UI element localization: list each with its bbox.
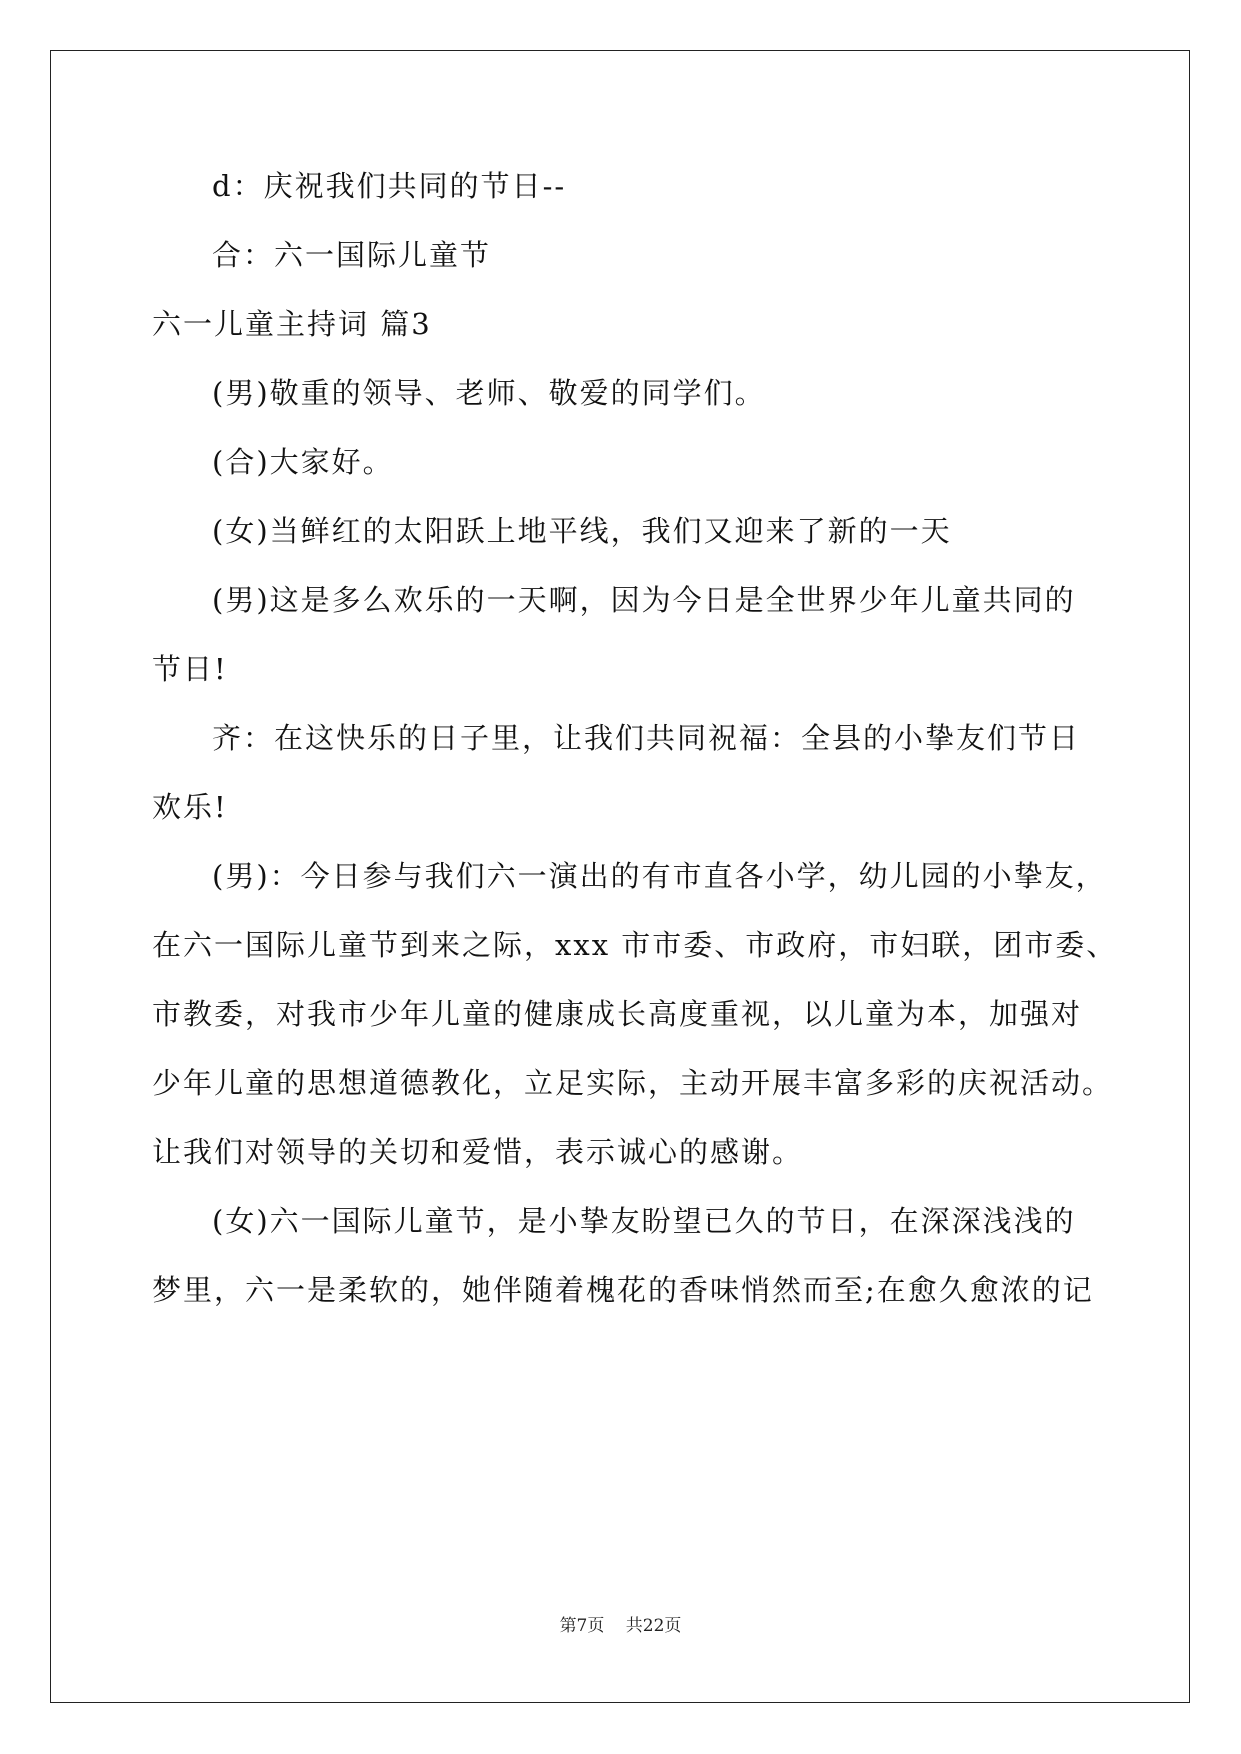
section-heading: 六一儿童主持词 篇3 (152, 307, 432, 341)
text-line: 合：六一国际儿童节 (212, 238, 492, 272)
text-line: (合)大家好。 (212, 445, 394, 479)
text-line: (女)六一国际儿童节，是小挚友盼望已久的节日，在深深浅浅的 (212, 1204, 1076, 1238)
text-line: 在六一国际儿童节到来之际，xxx 市市委、市政府，市妇联，团市委、 (152, 928, 1118, 962)
page-number: 第7页 (559, 1616, 605, 1636)
text-line: (男)这是多么欢乐的一天啊，因为今日是全世界少年儿童共同的 (212, 583, 1076, 617)
text-line: 市教委，对我市少年儿童的健康成长高度重视，以儿童为本，加强对 (152, 997, 1083, 1031)
page-footer (0, 1611, 1241, 1636)
text-line: 欢乐! (152, 790, 228, 824)
page-total: 共22页 (625, 1616, 682, 1636)
text-line: 让我们对领导的关切和爱惜，表示诚心的感谢。 (152, 1135, 804, 1169)
text-line: 齐：在这快乐的日子里，让我们共同祝福：全县的小挚友们节日 (212, 721, 1081, 755)
text-line: 梦里，六一是柔软的，她伴随着槐花的香味悄然而至;在愈久愈浓的记 (152, 1273, 1094, 1307)
text-line: (男)敬重的领导、老师、敬爱的同学们。 (212, 376, 766, 410)
text-line: 少年儿童的思想道德教化，立足实际，主动开展丰富多彩的庆祝活动。 (152, 1066, 1114, 1100)
text-line: (女)当鲜红的太阳跃上地平线，我们又迎来了新的一天 (212, 514, 952, 548)
text-line: d：庆祝我们共同的节日-- (212, 169, 567, 203)
text-line: 节日! (152, 652, 228, 686)
text-line: (男)：今日参与我们六一演出的有市直各小学，幼儿园的小挚友， (212, 859, 1107, 893)
